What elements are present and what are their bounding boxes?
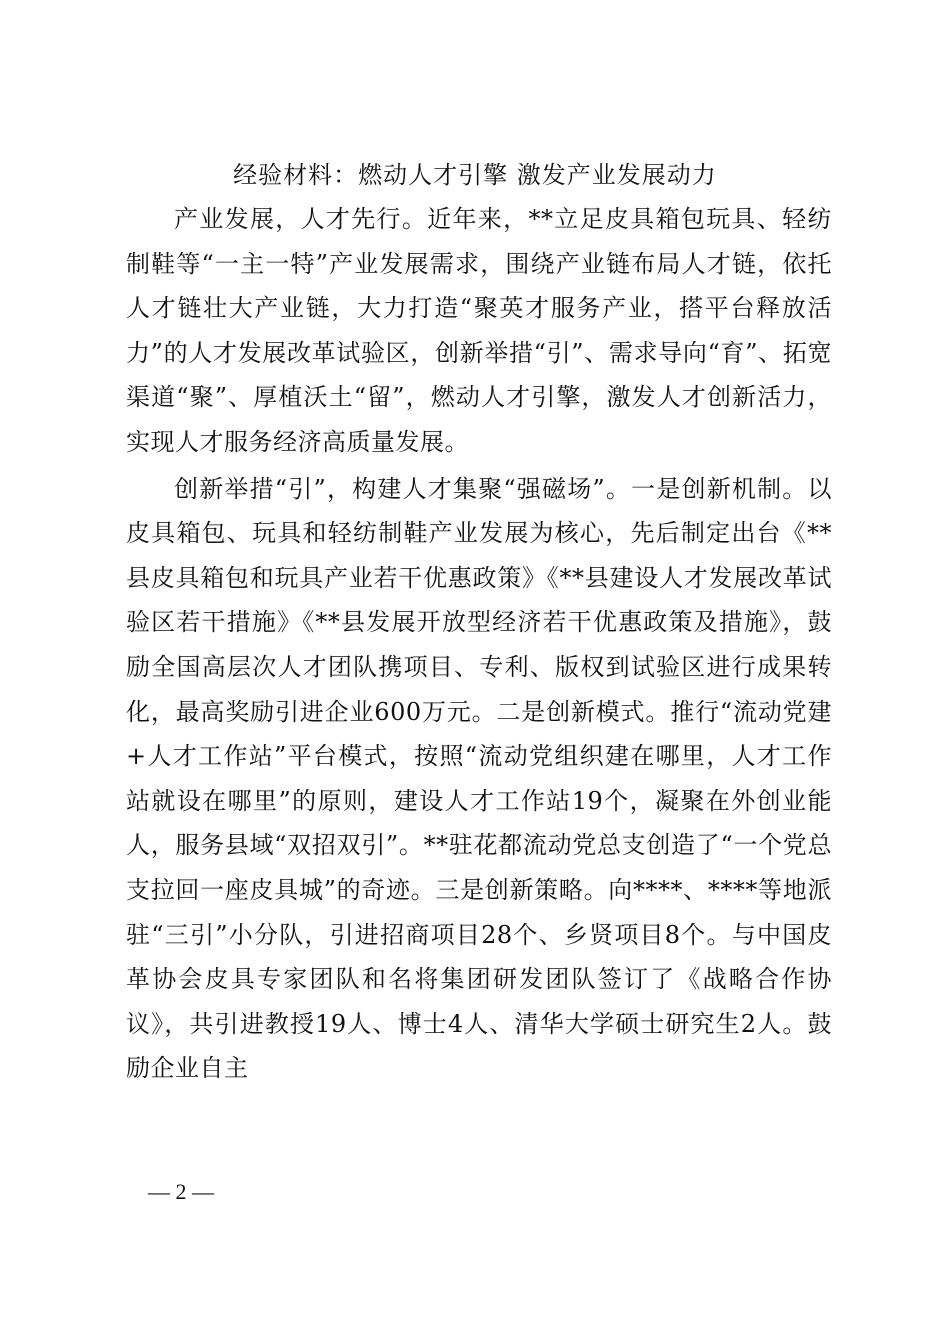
page-number: — 2 — [148,1179,214,1204]
document-title: 经验材料：燃动人才引擎 激发产业发展动力 [233,161,717,189]
paragraph-innovation: 创新举措“引”，构建人才集聚“强磁场”。一是创新机制。以皮具箱包、玩具和轻纺制鞋产业发展为核心，先后制定出台《**县皮具箱包和玩具产业若干优惠政策》《**县建设人才发展改革试验区若干措施》《**县发展开放型经济若干优惠政策及措施》，鼓励全国高层次人才团队携项目、专利、版权到试验区进行成果转化，最高奖励引进企业600万元。二是创新模式。推行“流动党建+人才工作站”平台模式，按照“流动党组织建在哪里，人才工作站就设在哪里”的原则，建设人才工作站19个，凝聚在外创业能人，服务县域“双招双引”。**驻花都流动党总支创造了“一个党总支拉回一座皮具城”的奇迹。三是创新策略。向****、****等地派驻“三引”小分队，引进招商项目28个、乡贤项目8个。与中国皮革协会皮具专家团队和名将集团研发团队签订了《战略合作协议》，共引进教授19人、博士4人、清华大学硕士研究生2人。鼓励企业自主 [126,474,832,1083]
document-body [126,197,832,1091]
paragraph-intro: 产业发展，人才先行。近年来，**立足皮具箱包玩具、轻纺制鞋等“一主一特”产业发展需求，围绕产业链布局人才链，依托人才链壮大产业链，大力打造“聚英才服务产业，搭平台释放活力”的人才发展改革试验区，创新举措“引”、需求导向“育”、拓宽渠道“聚”、厚植沃土“留”，燃动人才引擎，激发人才创新活力，实现人才服务经济高质量发展。 [126,205,832,456]
